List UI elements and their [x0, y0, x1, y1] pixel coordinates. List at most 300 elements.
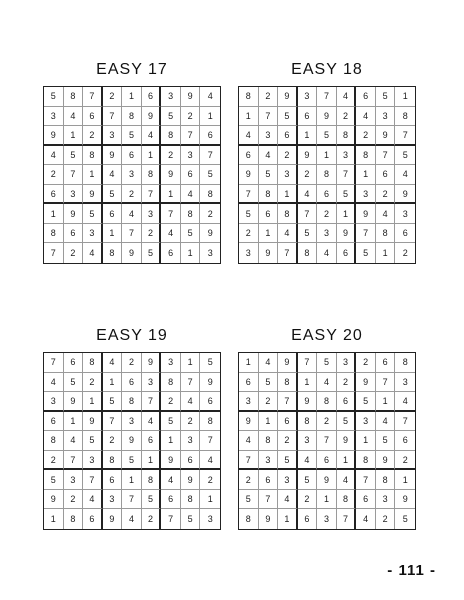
- grid-cell: 4: [337, 87, 357, 107]
- grid-cell: 3: [44, 392, 64, 412]
- grid-cell: 7: [83, 470, 103, 490]
- grid-cell: 2: [239, 224, 259, 244]
- grid-cell: 6: [278, 412, 298, 432]
- grid-cell: 6: [44, 412, 64, 432]
- grid-cell: 7: [83, 87, 103, 107]
- grid-cell: 5: [181, 224, 201, 244]
- grid-cell: 3: [161, 87, 181, 107]
- grid-cell: 6: [64, 224, 84, 244]
- grid-cell: 4: [181, 185, 201, 205]
- grid-cell: 2: [122, 353, 142, 373]
- grid-cell: 7: [122, 490, 142, 510]
- grid-cell: 4: [259, 353, 279, 373]
- grid-cell: 2: [161, 392, 181, 412]
- grid-cell: 2: [200, 204, 220, 224]
- grid-cell: 2: [298, 490, 318, 510]
- grid-cell: 1: [64, 412, 84, 432]
- grid-cell: 6: [83, 509, 103, 529]
- sudoku-grid: [43, 86, 221, 264]
- grid-cell: 5: [142, 243, 162, 263]
- grid-cell: 7: [200, 431, 220, 451]
- grid-cell: 9: [298, 392, 318, 412]
- grid-cell: 3: [278, 470, 298, 490]
- grid-cell: 3: [207, 514, 213, 525]
- grid-cell: 6: [298, 107, 318, 127]
- grid-cell: 3: [64, 185, 84, 205]
- grid-cell: 9: [298, 146, 318, 166]
- grid-cell: 6: [356, 87, 376, 107]
- grid-cell: 7: [122, 224, 142, 244]
- grid-cell: 9: [239, 165, 259, 185]
- grid-cell: 6: [64, 353, 84, 373]
- grid-cell: 6: [103, 470, 123, 490]
- grid-cell: 6: [317, 451, 337, 471]
- grid-cell: 1: [317, 146, 337, 166]
- grid-cell: 6: [395, 431, 415, 451]
- grid-cell: 8: [181, 490, 201, 510]
- grid-cell: 7: [298, 204, 318, 224]
- grid-cell: 2: [278, 146, 298, 166]
- grid-cell: 4: [161, 224, 181, 244]
- grid-cell: 3: [356, 412, 376, 432]
- grid-cell: 2: [337, 107, 357, 127]
- grid-cell: 3: [259, 451, 279, 471]
- grid-cell: 5: [376, 87, 396, 107]
- grid-cell: 4: [376, 204, 396, 224]
- grid-cell: 8: [239, 509, 259, 529]
- grid-cell: 9: [395, 490, 415, 510]
- grid-cell: 8: [337, 126, 357, 146]
- grid-cell: 1: [395, 87, 415, 107]
- grid-cell: 2: [83, 126, 103, 146]
- grid-cell: 5: [103, 185, 123, 205]
- grid-cell: 4: [44, 373, 64, 393]
- grid-cell: 1: [103, 373, 123, 393]
- grid-cell: 4: [103, 353, 123, 373]
- grid-cell: 3: [376, 490, 396, 510]
- grid-cell: 7: [142, 185, 162, 205]
- grid-cell: 8: [44, 431, 64, 451]
- grid-cell: 7: [356, 470, 376, 490]
- grid-cell: 3: [181, 431, 201, 451]
- grid-cell: 2: [200, 470, 220, 490]
- grid-cell: 9: [200, 224, 220, 244]
- grid-cell: 9: [44, 490, 64, 510]
- grid-cell: 2: [44, 451, 64, 471]
- grid-cell: 2: [376, 509, 396, 529]
- grid-cell: 1: [44, 204, 64, 224]
- grid-cell: 9: [122, 243, 142, 263]
- grid-cell: 1: [44, 509, 64, 529]
- grid-cell: 4: [142, 412, 162, 432]
- grid-cell: 9: [83, 185, 103, 205]
- grid-cell: 9: [239, 412, 259, 432]
- grid-cell: 8: [317, 165, 337, 185]
- sudoku-grid: [238, 352, 416, 530]
- grid-cell: 7: [161, 509, 181, 529]
- grid-cell: 7: [259, 490, 279, 510]
- grid-cell: 8: [103, 243, 123, 263]
- grid-cell: 8: [259, 185, 279, 205]
- grid-cell: 1: [200, 107, 220, 127]
- grid-cell: 1: [376, 243, 396, 263]
- grid-cell: 8: [161, 373, 181, 393]
- grid-cell: 8: [356, 146, 376, 166]
- grid-cell: 1: [161, 185, 181, 205]
- grid-cell: 4: [83, 243, 103, 263]
- grid-cell: 6: [259, 470, 279, 490]
- grid-cell: 4: [122, 204, 142, 224]
- grid-cell: 4: [278, 490, 298, 510]
- grid-cell: 8: [376, 224, 396, 244]
- grid-cell: 6: [83, 107, 103, 127]
- grid-cell: 4: [44, 146, 64, 166]
- grid-cell: 9: [181, 87, 201, 107]
- grid-cell: 8: [64, 87, 84, 107]
- grid-cell: 7: [64, 451, 84, 471]
- grid-cell: 1: [181, 353, 201, 373]
- grid-cell: 4: [298, 185, 318, 205]
- grid-cell: 5: [142, 490, 162, 510]
- grid-cell: 9: [278, 353, 298, 373]
- grid-cell: 7: [337, 509, 357, 529]
- sudoku-grid: [43, 352, 221, 530]
- grid-cell: 4: [376, 412, 396, 432]
- grid-cell: 5: [402, 514, 408, 525]
- grid-cell: 3: [142, 373, 162, 393]
- grid-cell: 5: [200, 353, 220, 373]
- grid-cell: 1: [142, 451, 162, 471]
- grid-cell: 1: [298, 373, 318, 393]
- grid-cell: 2: [142, 224, 162, 244]
- grid-cell: 9: [44, 126, 64, 146]
- grid-cell: 8: [142, 165, 162, 185]
- grid-cell: 1: [181, 243, 201, 263]
- grid-cell: 5: [161, 412, 181, 432]
- grid-cell: 4: [181, 392, 201, 412]
- grid-cell: 5: [337, 412, 357, 432]
- grid-cell: 2: [259, 87, 279, 107]
- grid-cell: 8: [161, 126, 181, 146]
- grid-cell: 5: [122, 451, 142, 471]
- grid-cell: 6: [181, 451, 201, 471]
- grid-cell: 8: [395, 353, 415, 373]
- grid-cell: 1: [161, 431, 181, 451]
- grid-cell: 6: [122, 373, 142, 393]
- grid-cell: 3: [259, 126, 279, 146]
- grid-cell: 3: [103, 126, 123, 146]
- grid-cell: 7: [239, 185, 259, 205]
- grid-cell: 4: [64, 431, 84, 451]
- grid-cell: 7: [317, 87, 337, 107]
- grid-cell: 1: [337, 451, 357, 471]
- grid-cell: 5: [317, 126, 337, 146]
- grid-cell: 4: [161, 470, 181, 490]
- grid-cell: 2: [239, 470, 259, 490]
- grid-cell: 8: [200, 412, 220, 432]
- grid-cell: 4: [278, 224, 298, 244]
- grid-cell: 5: [317, 353, 337, 373]
- grid-cell: 8: [83, 146, 103, 166]
- grid-cell: 9: [103, 509, 123, 529]
- grid-cell: 8: [259, 431, 279, 451]
- grid-cell: 5: [259, 373, 279, 393]
- grid-cell: 3: [122, 165, 142, 185]
- puzzle-1: [43, 60, 221, 264]
- grid-cell: 9: [356, 204, 376, 224]
- grid-cell: 6: [376, 165, 396, 185]
- grid-cell: 7: [278, 243, 298, 263]
- grid-cell: 3: [376, 107, 396, 127]
- grid-cell: 6: [200, 392, 220, 412]
- grid-cell: 2: [317, 204, 337, 224]
- grid-cell: 9: [376, 451, 396, 471]
- grid-cell: 5: [356, 243, 376, 263]
- grid-cell: 5: [181, 509, 201, 529]
- grid-cell: 4: [259, 146, 279, 166]
- grid-cell: 9: [317, 470, 337, 490]
- puzzle-title: EASY 17: [96, 61, 168, 78]
- grid-cell: 4: [356, 107, 376, 127]
- grid-cell: 3: [239, 243, 259, 263]
- grid-cell: 1: [122, 470, 142, 490]
- grid-cell: 5: [376, 431, 396, 451]
- grid-cell: 6: [395, 224, 415, 244]
- grid-cell: 2: [181, 412, 201, 432]
- grid-cell: 9: [161, 451, 181, 471]
- grid-cell: 2: [337, 373, 357, 393]
- grid-cell: 4: [395, 392, 415, 412]
- grid-cell: 5: [122, 126, 142, 146]
- grid-cell: 3: [278, 165, 298, 185]
- grid-cell: 3: [83, 451, 103, 471]
- puzzle-3: [43, 326, 221, 530]
- grid-cell: 1: [259, 412, 279, 432]
- grid-cell: 3: [181, 146, 201, 166]
- grid-cell: 9: [64, 392, 84, 412]
- grid-cell: 7: [337, 165, 357, 185]
- grid-cell: 7: [356, 224, 376, 244]
- grid-cell: 7: [181, 126, 201, 146]
- grid-cell: 7: [44, 353, 64, 373]
- grid-cell: 8: [239, 87, 259, 107]
- grid-cell: 3: [161, 353, 181, 373]
- grid-cell: 2: [259, 392, 279, 412]
- grid-cell: 6: [103, 204, 123, 224]
- puzzle-4: [238, 326, 416, 530]
- grid-cell: 9: [337, 431, 357, 451]
- grid-cell: 4: [239, 431, 259, 451]
- grid-cell: 7: [161, 204, 181, 224]
- grid-cell: 8: [103, 451, 123, 471]
- grid-cell: 6: [122, 146, 142, 166]
- grid-cell: 8: [278, 204, 298, 224]
- grid-cell: 7: [259, 107, 279, 127]
- grid-cell: 7: [103, 412, 123, 432]
- grid-cell: 9: [200, 373, 220, 393]
- grid-cell: 2: [356, 126, 376, 146]
- grid-cell: 4: [64, 107, 84, 127]
- grid-cell: 6: [376, 353, 396, 373]
- grid-cell: 8: [376, 470, 396, 490]
- grid-cell: 2: [298, 165, 318, 185]
- grid-cell: 1: [142, 146, 162, 166]
- grid-cell: 9: [83, 412, 103, 432]
- grid-cell: 6: [239, 146, 259, 166]
- grid-cell: 3: [317, 509, 337, 529]
- grid-cell: 2: [64, 243, 84, 263]
- grid-cell: 8: [83, 353, 103, 373]
- grid-cell: 3: [298, 431, 318, 451]
- grid-cell: 8: [122, 392, 142, 412]
- grid-cell: 5: [278, 451, 298, 471]
- grid-cell: 1: [259, 224, 279, 244]
- grid-cell: 1: [239, 107, 259, 127]
- grid-cell: 2: [181, 107, 201, 127]
- grid-cell: 8: [298, 412, 318, 432]
- grid-cell: 6: [278, 126, 298, 146]
- grid-cell: 9: [317, 107, 337, 127]
- grid-cell: 4: [317, 243, 337, 263]
- grid-cell: 7: [103, 107, 123, 127]
- grid-cell: 2: [122, 185, 142, 205]
- grid-cell: 8: [181, 204, 201, 224]
- grid-cell: 3: [83, 224, 103, 244]
- grid-cell: 1: [103, 224, 123, 244]
- grid-cell: 5: [239, 490, 259, 510]
- grid-cell: 4: [83, 490, 103, 510]
- grid-cell: 3: [395, 373, 415, 393]
- grid-cell: 6: [239, 373, 259, 393]
- grid-cell: 5: [337, 185, 357, 205]
- grid-cell: 3: [337, 146, 357, 166]
- grid-cell: 4: [200, 87, 220, 107]
- grid-cell: 7: [181, 373, 201, 393]
- grid-cell: 5: [395, 146, 415, 166]
- grid-cell: 5: [83, 204, 103, 224]
- grid-cell: 3: [239, 392, 259, 412]
- grid-cell: 7: [395, 126, 415, 146]
- grid-cell: 8: [395, 107, 415, 127]
- grid-cell: 8: [64, 509, 84, 529]
- grid-cell: 4: [298, 451, 318, 471]
- grid-cell: 4: [142, 126, 162, 146]
- grid-cell: 2: [356, 353, 376, 373]
- grid-cell: 3: [103, 490, 123, 510]
- grid-cell: 2: [103, 431, 123, 451]
- grid-cell: 9: [142, 353, 162, 373]
- sudoku-grid: [238, 86, 416, 264]
- grid-cell: 7: [376, 373, 396, 393]
- grid-cell: 6: [181, 165, 201, 185]
- grid-cell: 4: [200, 451, 220, 471]
- grid-cell: 3: [44, 107, 64, 127]
- grid-cell: 8: [356, 451, 376, 471]
- grid-cell: 4: [103, 165, 123, 185]
- grid-cell: 3: [317, 224, 337, 244]
- grid-cell: 1: [83, 392, 103, 412]
- grid-cell: 8: [337, 490, 357, 510]
- grid-cell: 1: [337, 204, 357, 224]
- grid-cell: 4: [356, 509, 376, 529]
- grid-cell: 9: [356, 373, 376, 393]
- grid-cell: 5: [103, 392, 123, 412]
- grid-cell: 6: [337, 243, 357, 263]
- grid-cell: 5: [44, 470, 64, 490]
- grid-cell: 6: [44, 185, 64, 205]
- grid-cell: 8: [298, 243, 318, 263]
- grid-cell: 3: [64, 470, 84, 490]
- grid-cell: 5: [64, 146, 84, 166]
- grid-cell: 1: [376, 392, 396, 412]
- grid-cell: 3: [395, 204, 415, 224]
- grid-cell: 6: [142, 431, 162, 451]
- grid-cell: 7: [44, 243, 64, 263]
- grid-cell: 1: [395, 470, 415, 490]
- grid-cell: 3: [207, 248, 213, 259]
- grid-cell: 9: [64, 204, 84, 224]
- grid-cell: 9: [376, 126, 396, 146]
- grid-cell: 1: [64, 126, 84, 146]
- puzzle-title: EASY 18: [291, 61, 363, 78]
- grid-cell: 5: [259, 165, 279, 185]
- grid-cell: 2: [44, 165, 64, 185]
- grid-cell: 9: [142, 107, 162, 127]
- grid-cell: 9: [259, 509, 279, 529]
- grid-cell: 6: [161, 243, 181, 263]
- grid-cell: 2: [278, 431, 298, 451]
- grid-cell: 9: [395, 185, 415, 205]
- grid-cell: 4: [239, 126, 259, 146]
- grid-cell: 5: [239, 204, 259, 224]
- puzzle-title: EASY 20: [291, 327, 363, 344]
- grid-cell: 7: [376, 146, 396, 166]
- grid-cell: 9: [181, 470, 201, 490]
- grid-cell: 5: [161, 107, 181, 127]
- grid-cell: 8: [200, 185, 220, 205]
- grid-cell: 5: [356, 392, 376, 412]
- grid-cell: 7: [200, 146, 220, 166]
- grid-cell: 7: [142, 392, 162, 412]
- grid-cell: 5: [83, 431, 103, 451]
- grid-cell: 5: [200, 165, 220, 185]
- grid-cell: 2: [161, 146, 181, 166]
- grid-cell: 9: [259, 243, 279, 263]
- grid-cell: 1: [200, 490, 220, 510]
- grid-cell: 9: [278, 87, 298, 107]
- grid-cell: 2: [64, 490, 84, 510]
- grid-cell: 3: [298, 87, 318, 107]
- grid-cell: 4: [337, 470, 357, 490]
- grid-cell: 4: [122, 509, 142, 529]
- grid-cell: 3: [122, 412, 142, 432]
- grid-cell: 3: [142, 204, 162, 224]
- grid-cell: 5: [298, 224, 318, 244]
- grid-cell: 7: [278, 392, 298, 412]
- grid-cell: 2: [402, 248, 408, 259]
- grid-cell: 1: [278, 509, 298, 529]
- grid-cell: 1: [317, 490, 337, 510]
- grid-cell: 4: [317, 373, 337, 393]
- grid-cell: 8: [122, 107, 142, 127]
- grid-cell: 6: [161, 490, 181, 510]
- grid-cell: 5: [44, 87, 64, 107]
- grid-cell: 2: [83, 373, 103, 393]
- grid-cell: 2: [317, 412, 337, 432]
- grid-cell: 9: [122, 431, 142, 451]
- grid-cell: 6: [317, 185, 337, 205]
- grid-cell: 7: [395, 412, 415, 432]
